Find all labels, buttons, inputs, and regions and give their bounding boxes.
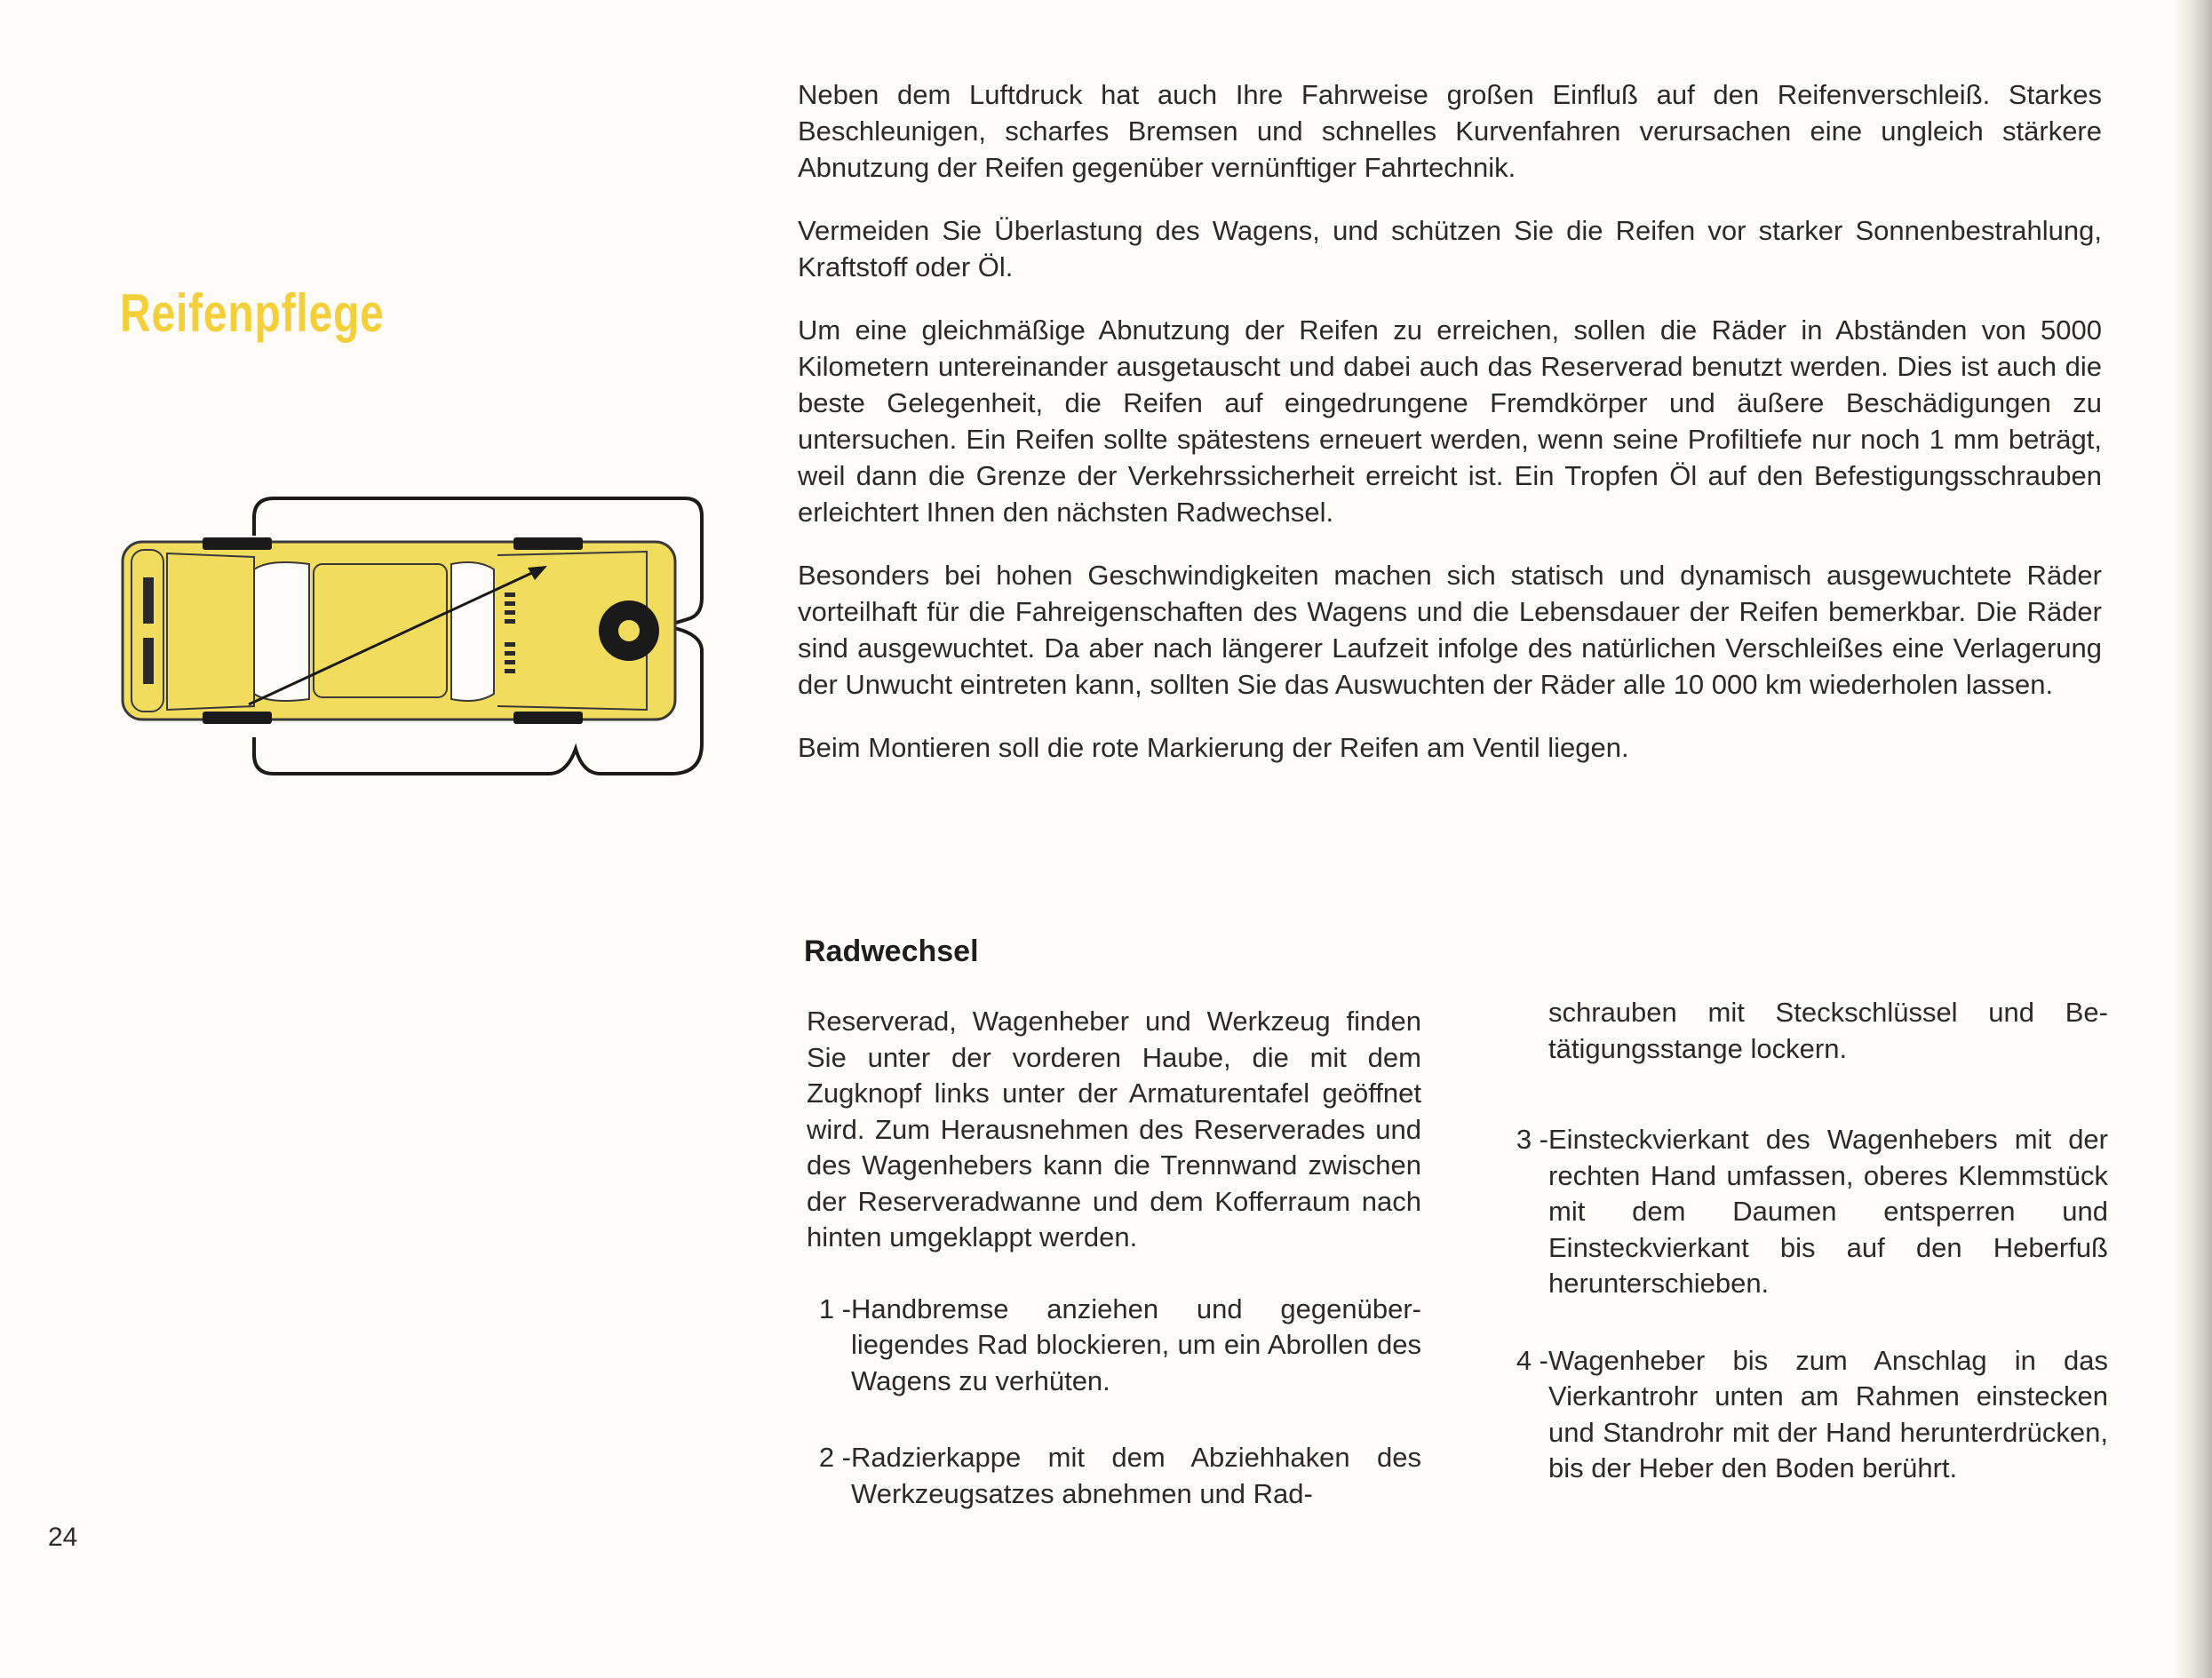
intro-paragraph: Reserverad, Wagenheber und Werkzeug finden Sie unter der vorderen Haube, die mit dem Zugknopf links unter der Armaturentafel geöffnet wird. Zum Herausnehmen des Reserverades und des Wagenhebers kann die Trennwand zwischen der Reserveradwanne und dem Kofferraum nach hinten umgeklappt werden. [807,1006,1421,1253]
step-text: Radzierkappe mit dem Abziehhaken des Werkzeugsatzes abnehmen und Rad- [851,1442,1421,1509]
main-text [798,76,2102,792]
section-title: Reifenpflege [120,283,385,343]
column-right [1504,995,2108,1528]
paragraph-valve-mark: Beim Montieren soll die rote Markierung der Reifen am Ventil liegen. [798,732,1629,763]
step-3 [1504,1122,2108,1302]
rear-window [451,562,494,701]
paragraph-overload: Vermeiden Sie Überlastung des Wagens, und schützen Sie die Reifen vor starker Sonnenbestrahlung, Kraftstoff oder Öl. [798,215,2102,282]
headlight-top [143,577,154,624]
step-text: Handbremse anziehen und gegenüberliegendes Rad blockieren, um ein Abrollen des Wagens zu verhüten. [851,1292,1421,1396]
page-edge [2175,0,2212,1678]
page-number: 24 [48,1523,78,1552]
step-number: 2 - [818,1442,851,1473]
step-4 [1504,1343,2108,1487]
paragraph-rotation: Um eine gleichmäßige Abnutzung der Reifen zu erreichen, sollen die Räder in Abständen von 5000 Kilometern untereinander ausgetauscht und dabei auch das Reserverad benutzt werden. Dies ist auch die beste Gelegenheit, die Reifen auf eingedrungene Fremdkörper und äußere Beschädigungen zu untersuchen. Ein Reifen sollte spätestens erneuert werden, wenn seine Profiltiefe nur noch 1 mm beträgt, weil dann die Grenze der Verkehrssicherheit erreicht ist. Ein Tropfen Öl auf den Befestigungsschrauben erleichtert Ihnen den nächsten Radwechsel. [798,314,2102,528]
tire-front-right [203,712,272,724]
tire-rotation-diagram [114,493,718,777]
paragraph-balancing: Besonders bei hohen Geschwindigkeiten machen sich statisch und dynamisch ausgewuchtete Räder vorteilhaft für die Fahreigenschaften des Wagens und die Lebensdauer der Reifen bemerkbar. Die Räder sind ausgewuchtet. Da aber nach längerer Laufzeit infolge des natürlichen Verschleißes eine Verlagerung der Unwucht eintreten kann, sollten Sie das Auswuchten der Räder alle 10 000 km wiederholen lassen. [798,560,2102,700]
step-text: Wagenheber bis zum Anschlag in das Vierkantrohr unten am Rahmen einstecken und Standrohr mit der Hand herunterdrücken, bis der Heber den Boden berührt. [1548,1344,2108,1483]
step-number: 4 - [1516,1344,1548,1376]
step-2 [807,1440,1421,1512]
tire-rear-left [513,537,583,550]
tire-front-left [203,537,272,550]
roof [314,564,447,697]
headlight-bottom [143,638,154,684]
subheading-radwechsel: Radwechsel [804,934,979,968]
step-number: 3 - [1516,1124,1548,1155]
column-left [807,1004,1421,1553]
paragraph-driving-style: Neben dem Luftdruck hat auch Ihre Fahrweise großen Einfluß auf den Reifenverschleiß. Starkes Beschleunigen, scharfes Bremsen und schnelles Kurvenfahren verursachen eine ungleich stärkere Abnutzung der Reifen gegenüber vernünftiger Fahrtechnik. [798,79,2102,183]
step-text: Einsteckvierkant des Wagenhebers mit der rechten Hand umfassen, oberes Klemmstück mit dem Daumen entsperren und Einsteckvierkant bis auf den Heberfuß herunterschieben. [1548,1124,2108,1299]
tire-rear-right [513,712,583,724]
step-1 [807,1292,1421,1400]
step-number: 1 - [818,1292,851,1324]
step-2-continuation: schrauben mit Steckschlüssel und Betätigungsstange lockern. [1548,997,2108,1064]
